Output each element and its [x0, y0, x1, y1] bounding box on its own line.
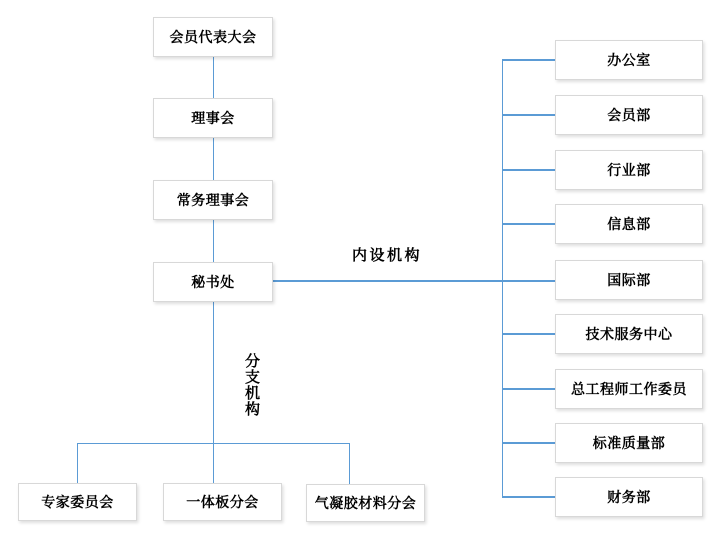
- dept-stub-line-finance: [502, 496, 556, 498]
- office-box: 办公室: [555, 40, 703, 80]
- membership-dept-box: 会员部: [555, 95, 703, 135]
- secretariat-branch-trunk-line: [213, 302, 215, 443]
- standing-council-box: 常务理事会: [153, 180, 273, 220]
- aerogel-materials-branch-box: 气凝胶材料分会: [306, 484, 425, 522]
- expert-committee-box: 专家委员会: [18, 483, 137, 521]
- branch-drop-line-middle: [213, 443, 215, 483]
- internal-trunk-line: [502, 60, 504, 497]
- dept-stub-line-standards: [502, 442, 556, 444]
- dept-stub-line-chief-engineer: [502, 388, 556, 390]
- international-dept-box: 国际部: [555, 260, 703, 300]
- dept-stub-line-office: [502, 59, 556, 61]
- branch-drop-line-right: [349, 443, 351, 485]
- secretariat-internal-line: [273, 280, 555, 282]
- tech-service-center-box: 技术服务中心: [555, 314, 703, 354]
- finance-dept-box: 财务部: [555, 477, 703, 517]
- branch-org-label: 分支机构: [243, 353, 260, 417]
- chain-connector-line-3: [213, 220, 215, 262]
- dept-stub-line-industry: [502, 169, 556, 171]
- integrated-panel-branch-box: 一体板分会: [163, 483, 282, 521]
- chain-connector-line-2: [213, 138, 215, 180]
- members-congress-box: 会员代表大会: [153, 17, 273, 57]
- dept-stub-line-tech-service: [502, 333, 556, 335]
- dept-stub-line-membership: [502, 114, 556, 116]
- industry-dept-box: 行业部: [555, 150, 703, 190]
- internal-org-label: 内设机构: [352, 247, 423, 264]
- secretariat-box: 秘书处: [153, 262, 273, 302]
- standards-quality-dept-box: 标准质量部: [555, 423, 703, 463]
- chain-connector-line-1: [213, 57, 215, 98]
- dept-stub-line-information: [502, 223, 556, 225]
- council-box: 理事会: [153, 98, 273, 138]
- information-dept-box: 信息部: [555, 204, 703, 244]
- chief-engineer-committee-box: 总工程师工作委员: [555, 369, 703, 409]
- branch-drop-line-left: [77, 443, 79, 483]
